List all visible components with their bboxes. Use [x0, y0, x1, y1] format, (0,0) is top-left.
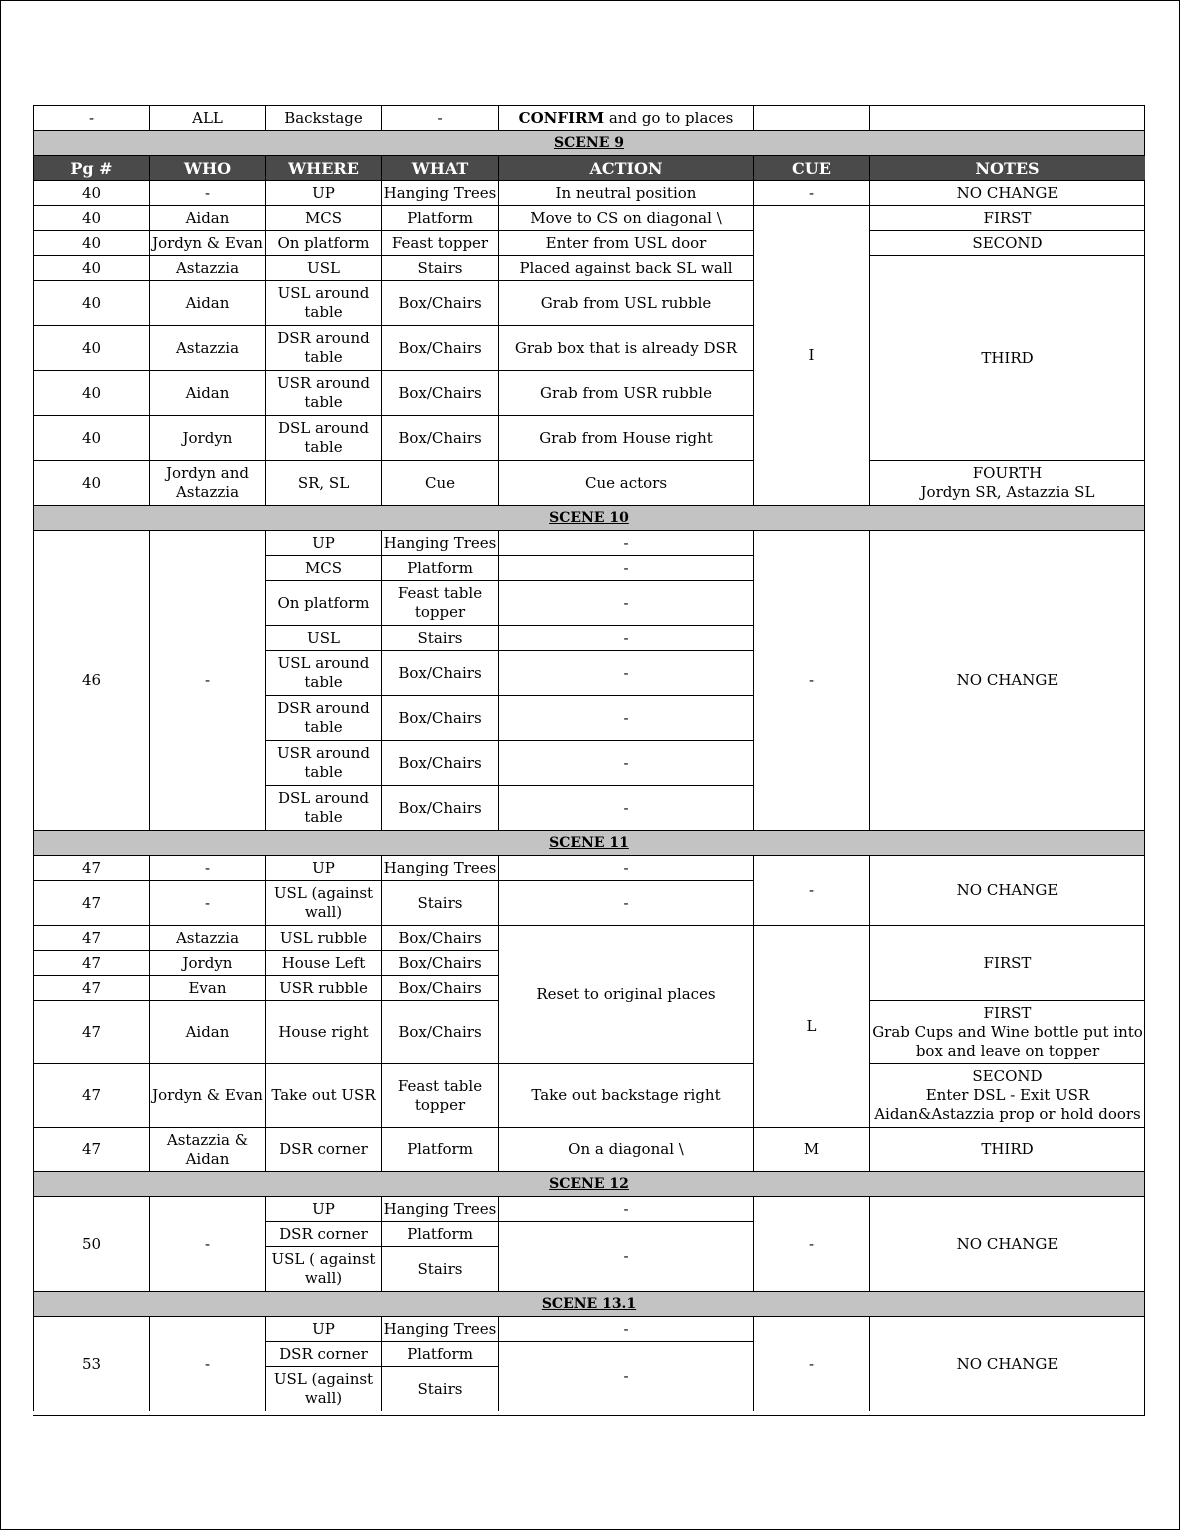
cell-where: DSR around table	[265, 325, 381, 370]
cell-what: Box/Chairs	[381, 695, 498, 740]
cell-what: Hanging Trees	[381, 180, 498, 205]
cell-what: Box/Chairs	[381, 325, 498, 370]
cell-what: Box/Chairs	[381, 650, 498, 695]
cell-what: Feast table topper	[381, 1063, 498, 1127]
cell-where: DSR around table	[265, 695, 381, 740]
cell-where: USL	[265, 625, 381, 650]
table-bottom-border	[33, 1415, 1145, 1416]
cell-what: Platform	[381, 1221, 498, 1246]
cell-cue: -	[753, 855, 869, 925]
cell-who: Evan	[149, 975, 265, 1000]
cell-what: Stairs	[381, 625, 498, 650]
cell-where: DSL around table	[265, 785, 381, 830]
column-header-who: WHO	[149, 155, 265, 180]
cell-what: Hanging Trees	[381, 530, 498, 555]
cell-notes: SECOND Enter DSL - Exit USR Aidan&Astazzia prop or hold doors	[869, 1063, 1145, 1127]
cell-action: Placed against back SL wall	[498, 255, 753, 280]
cell-page: 40	[33, 415, 149, 460]
cell-page: 40	[33, 280, 149, 325]
cell-where: USL rubble	[265, 925, 381, 950]
cell-what: Box/Chairs	[381, 785, 498, 830]
cell-cue: -	[753, 180, 869, 205]
cell-notes: NO CHANGE	[869, 1196, 1145, 1291]
cell-where: UP	[265, 1316, 381, 1341]
cell-what: Platform	[381, 555, 498, 580]
cell-page: 47	[33, 950, 149, 975]
cell-cue: M	[753, 1127, 869, 1171]
cell-what: Stairs	[381, 255, 498, 280]
cell-where: UP	[265, 855, 381, 880]
cell-page: 47	[33, 1000, 149, 1063]
cell-cue: -	[753, 530, 869, 830]
cell-page: -	[33, 105, 149, 130]
cell-notes: FIRST	[869, 925, 1145, 1000]
cell-action: -	[498, 530, 753, 555]
cell-what: Box/Chairs	[381, 1000, 498, 1063]
cell-action: -	[498, 695, 753, 740]
cell-what: Hanging Trees	[381, 1196, 498, 1221]
cell-cue: I	[753, 205, 869, 505]
cell-notes: NO CHANGE	[869, 1316, 1145, 1411]
cell-what: Box/Chairs	[381, 925, 498, 950]
cell-cue: -	[753, 1196, 869, 1291]
scene-shift-table	[33, 105, 1145, 1416]
cell-cue: -	[753, 1316, 869, 1411]
cell-where: USL (against wall)	[265, 880, 381, 925]
cell-notes	[869, 105, 1145, 130]
cell-action: On a diagonal \	[498, 1127, 753, 1171]
cell-where: DSL around table	[265, 415, 381, 460]
cell-who: Aidan	[149, 280, 265, 325]
cell-action: Grab from House right	[498, 415, 753, 460]
cell-notes: SECOND	[869, 230, 1145, 255]
cell-who: Aidan	[149, 370, 265, 415]
cell-what: Box/Chairs	[381, 975, 498, 1000]
cell-where: Take out USR	[265, 1063, 381, 1127]
cell-notes: NO CHANGE	[869, 855, 1145, 925]
cell-notes: NO CHANGE	[869, 530, 1145, 830]
cell-what: Box/Chairs	[381, 370, 498, 415]
cell-where: USL	[265, 255, 381, 280]
cell-what: Platform	[381, 1127, 498, 1171]
cell-what: Stairs	[381, 880, 498, 925]
cell-notes: FIRST Grab Cups and Wine bottle put into box and leave on topper	[869, 1000, 1145, 1063]
cell-what: Hanging Trees	[381, 1316, 498, 1341]
cell-who: -	[149, 880, 265, 925]
cell-action: -	[498, 785, 753, 830]
cell-action: -	[498, 1316, 753, 1341]
scene-heading: SCENE 10	[33, 505, 1144, 530]
cell-action: -	[498, 580, 753, 625]
cell-action: -	[498, 740, 753, 785]
cell-notes: FOURTH Jordyn SR, Astazzia SL	[869, 460, 1145, 505]
cell-what: Feast table topper	[381, 580, 498, 625]
scene-heading: SCENE 11	[33, 830, 1144, 855]
cell-what: Hanging Trees	[381, 855, 498, 880]
cell-who: Jordyn & Evan	[149, 1063, 265, 1127]
cell-where: MCS	[265, 205, 381, 230]
column-header-what: WHAT	[381, 155, 498, 180]
cell-where: USL ( against wall)	[265, 1246, 381, 1291]
cell-action: Grab from USL rubble	[498, 280, 753, 325]
cell-where: DSR corner	[265, 1127, 381, 1171]
cell-action: Enter from USL door	[498, 230, 753, 255]
cell-who: -	[149, 1316, 265, 1411]
cell-who: -	[149, 180, 265, 205]
cell-notes: THIRD	[869, 1127, 1145, 1171]
cell-who: Jordyn & Evan	[149, 230, 265, 255]
cell-what: Box/Chairs	[381, 415, 498, 460]
cell-what: Platform	[381, 1341, 498, 1366]
cell-page: 53	[33, 1316, 149, 1411]
cell-notes: THIRD	[869, 255, 1145, 460]
cell-page: 50	[33, 1196, 149, 1291]
cell-action: Grab from USR rubble	[498, 370, 753, 415]
cell-page: 46	[33, 530, 149, 830]
cell-where: On platform	[265, 230, 381, 255]
cell-page: 40	[33, 205, 149, 230]
column-header-where: WHERE	[265, 155, 381, 180]
cell-who: Jordyn	[149, 415, 265, 460]
cell-action: -	[498, 555, 753, 580]
cell-notes: FIRST	[869, 205, 1145, 230]
cell-where: USL around table	[265, 280, 381, 325]
cell-where: MCS	[265, 555, 381, 580]
cell-action: -	[498, 650, 753, 695]
cell-cue	[753, 105, 869, 130]
cell-what: Box/Chairs	[381, 740, 498, 785]
cell-what: Stairs	[381, 1246, 498, 1291]
cell-page: 47	[33, 975, 149, 1000]
cell-who: Jordyn and Astazzia	[149, 460, 265, 505]
cell-text: and go to places	[604, 108, 734, 127]
cell-action: -	[498, 1196, 753, 1221]
cell-what: Box/Chairs	[381, 950, 498, 975]
cell-what: Cue	[381, 460, 498, 505]
scene-heading: SCENE 9	[33, 130, 1144, 155]
cell-notes: NO CHANGE	[869, 180, 1145, 205]
cell-page: 47	[33, 1127, 149, 1171]
cell-page: 40	[33, 255, 149, 280]
cell-page: 47	[33, 855, 149, 880]
cell-action: Reset to original places	[498, 925, 753, 1063]
cell-where: UP	[265, 180, 381, 205]
cell-who: Aidan	[149, 205, 265, 230]
cell-page: 40	[33, 180, 149, 205]
cell-who: Astazzia	[149, 255, 265, 280]
cell-who: ALL	[149, 105, 265, 130]
cell-page: 40	[33, 325, 149, 370]
cell-action: -	[498, 1341, 753, 1411]
cell-page: 47	[33, 925, 149, 950]
cell-page: 40	[33, 370, 149, 415]
cell-page: 40	[33, 230, 149, 255]
cell-where: USL (against wall)	[265, 1366, 381, 1411]
cell-where: USR around table	[265, 740, 381, 785]
cell-where: USR rubble	[265, 975, 381, 1000]
cell-action: -	[498, 855, 753, 880]
cell-where: Backstage	[265, 105, 381, 130]
cell-who: -	[149, 1196, 265, 1291]
scene-heading: SCENE 13.1	[33, 1291, 1144, 1316]
cell-where: House Left	[265, 950, 381, 975]
cell-what: Feast topper	[381, 230, 498, 255]
cell-action	[498, 105, 753, 130]
emphasis-text: CONFIRM	[518, 108, 605, 127]
cell-where: House right	[265, 1000, 381, 1063]
column-header-cue: CUE	[753, 155, 869, 180]
cell-where: SR, SL	[265, 460, 381, 505]
cell-where: UP	[265, 530, 381, 555]
column-header-action: ACTION	[498, 155, 753, 180]
cell-what: -	[381, 105, 498, 130]
cell-who: Jordyn	[149, 950, 265, 975]
cell-action: Grab box that is already DSR	[498, 325, 753, 370]
cell-action: Take out backstage right	[498, 1063, 753, 1127]
cell-cue: L	[753, 925, 869, 1127]
cell-page: 47	[33, 1063, 149, 1127]
cell-who: -	[149, 530, 265, 830]
scene-heading: SCENE 12	[33, 1171, 1144, 1196]
cell-who: Aidan	[149, 1000, 265, 1063]
cell-page: 47	[33, 880, 149, 925]
cell-what: Platform	[381, 205, 498, 230]
cell-where: USL around table	[265, 650, 381, 695]
column-header-page: Pg #	[33, 155, 149, 180]
cell-where: UP	[265, 1196, 381, 1221]
cell-who: Astazzia & Aidan	[149, 1127, 265, 1171]
cell-who: -	[149, 855, 265, 880]
cell-action: Move to CS on diagonal \	[498, 205, 753, 230]
cell-where: DSR corner	[265, 1341, 381, 1366]
cell-where: On platform	[265, 580, 381, 625]
cell-what: Box/Chairs	[381, 280, 498, 325]
cell-who: Astazzia	[149, 925, 265, 950]
cell-action: -	[498, 880, 753, 925]
column-header-notes: NOTES	[869, 155, 1145, 180]
cell-page: 40	[33, 460, 149, 505]
cell-who: Astazzia	[149, 325, 265, 370]
cell-action: In neutral position	[498, 180, 753, 205]
cell-what: Stairs	[381, 1366, 498, 1411]
cell-action: Cue actors	[498, 460, 753, 505]
cell-action: -	[498, 1221, 753, 1291]
cell-action: -	[498, 625, 753, 650]
cell-where: DSR corner	[265, 1221, 381, 1246]
cell-where: USR around table	[265, 370, 381, 415]
